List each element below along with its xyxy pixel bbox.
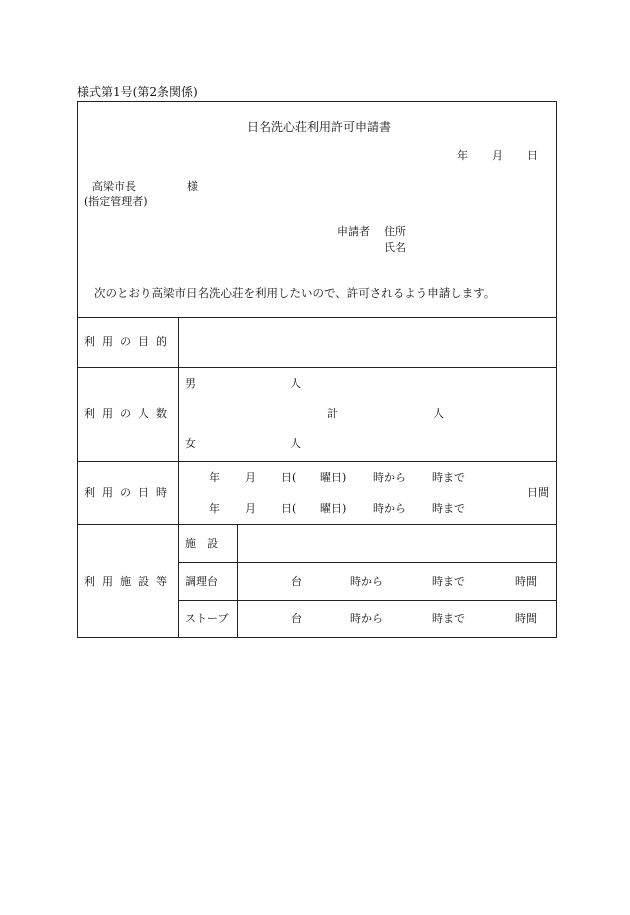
datetime-label: 利用の日時 [84, 486, 174, 499]
stove-name: ストーブ [185, 612, 229, 625]
applicant-address: 住所 [384, 225, 406, 238]
count-label: 利用の人数 [84, 407, 174, 420]
start-weekday: 曜日) [320, 471, 347, 484]
date-day: 日 [527, 149, 538, 162]
stove-from: 時から [350, 612, 383, 625]
cooking-table-until: 時まで [432, 575, 465, 588]
end-month: 月 [245, 502, 256, 515]
end-weekday: 曜日) [320, 502, 347, 515]
statement: 次のとおり高梁市日名洗心荘を利用したいので、許可されるよう申請します。 [94, 286, 496, 300]
stove-until: 時まで [432, 612, 465, 625]
end-until: 時まで [432, 502, 465, 515]
row-divider [178, 562, 557, 563]
addressee-honorific: 様 [187, 180, 198, 193]
column-divider [178, 317, 179, 637]
cooking-table-name: 調理台 [185, 575, 218, 588]
male-label: 男 [185, 377, 196, 390]
row-divider [77, 461, 557, 462]
purpose-label: 利用の目的 [84, 335, 174, 348]
addressee-name: 高梁市長 [92, 180, 136, 193]
applicant-name: 氏名 [384, 241, 406, 254]
addressee-sub: (指定管理者) [84, 195, 148, 208]
cooking-table-hours: 時間 [515, 575, 537, 588]
start-until: 時まで [432, 471, 465, 484]
days-label: 日間 [527, 486, 549, 499]
row-divider [77, 367, 557, 368]
start-from: 時から [373, 471, 406, 484]
end-from: 時から [373, 502, 406, 515]
total-unit: 人 [433, 407, 444, 420]
form-title: 日名洗心荘利用許可申請書 [247, 120, 392, 134]
female-label: 女 [185, 437, 196, 450]
row-divider [178, 600, 557, 601]
row-divider [77, 317, 557, 318]
form-frame [77, 101, 557, 638]
stove-unit: 台 [291, 612, 302, 625]
form-number: 様式第1号(第2条関係) [77, 85, 198, 99]
total-label: 計 [327, 407, 338, 420]
facilities-label: 利用施設等 [84, 575, 174, 588]
female-unit: 人 [290, 437, 301, 450]
start-year: 年 [209, 471, 220, 484]
cooking-table-from: 時から [350, 575, 383, 588]
applicant-label: 申請者 [337, 225, 370, 238]
date-year: 年 [457, 149, 468, 162]
end-day: 日( [281, 502, 297, 515]
male-unit: 人 [290, 377, 301, 390]
date-month: 月 [492, 149, 503, 162]
cooking-table-unit: 台 [291, 575, 302, 588]
stove-hours: 時間 [515, 612, 537, 625]
start-day: 日( [281, 471, 297, 484]
column-divider [237, 524, 238, 637]
end-year: 年 [209, 502, 220, 515]
facility-name: 施 設 [185, 537, 218, 550]
row-divider [77, 524, 557, 525]
start-month: 月 [245, 471, 256, 484]
